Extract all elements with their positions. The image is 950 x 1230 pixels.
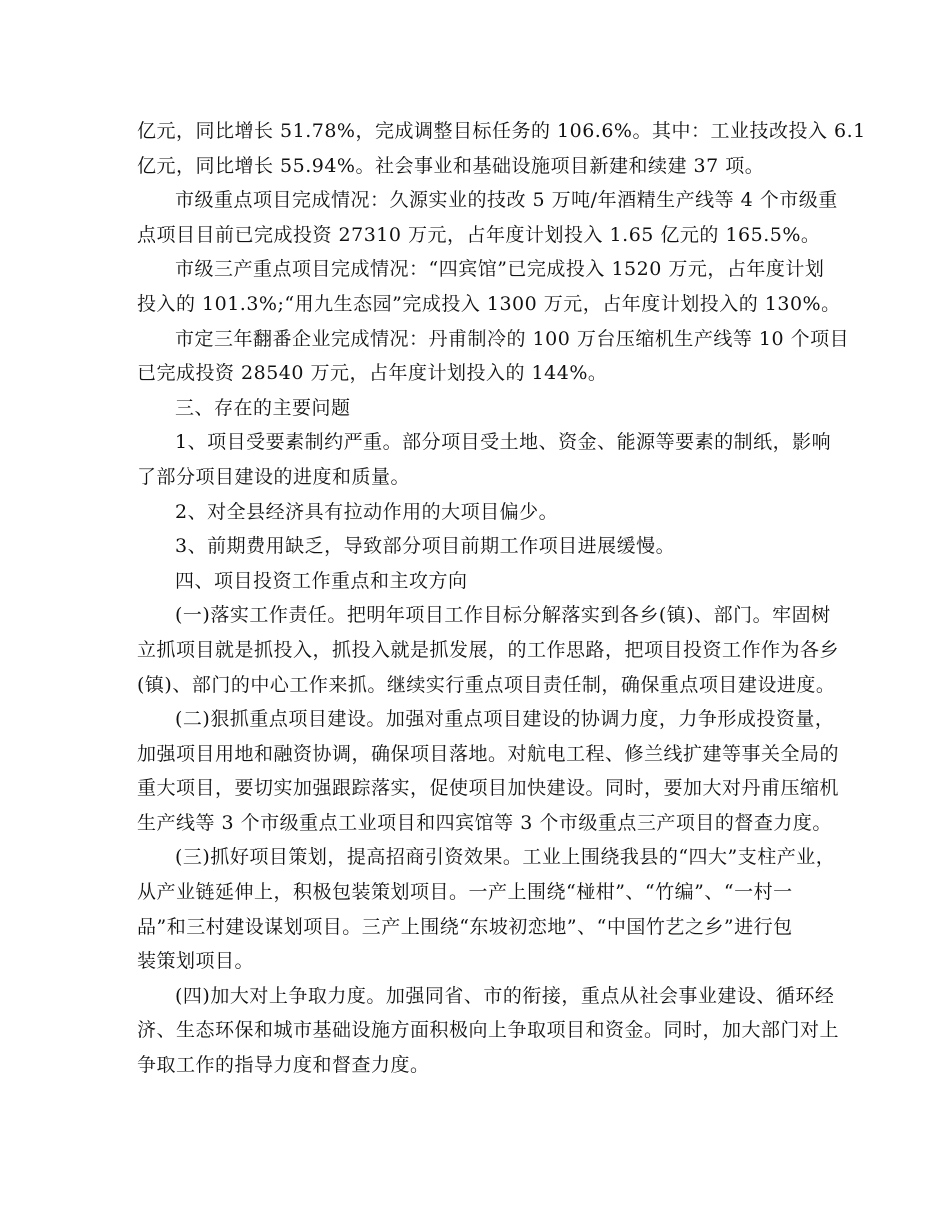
paragraph-tertiary-key-projects — [137, 252, 841, 321]
paragraph-section-heading-problems — [137, 391, 813, 426]
text-line: (镇)、部门的中心工作来抓。继续实行重点项目责任制，确保重点项目建设进度。 — [137, 673, 836, 696]
paragraph-focus-2 — [137, 702, 840, 840]
text-line: 济、生态环保和城市基础设施方面积极向上争取项目和资金。同时，加大部门对上 — [137, 1019, 840, 1042]
text-line: 从产业链延伸上，积极包装策划项目。一产上围绕“椪柑”、“竹编”、“一村一 — [137, 881, 793, 904]
text-line: 1、项目受要素制约严重。部分项目受土地、资金、能源等要素的制纸，影响 — [175, 431, 832, 454]
text-line: 2、对全县经济具有拉动作用的大项目偏少。 — [175, 500, 559, 523]
text-line: (三)抓好项目策划，提高招商引资效果。工业上围绕我县的“四大”支柱产业， — [175, 846, 836, 869]
text-line: 三、存在的主要问题 — [175, 396, 351, 419]
text-line: 了部分项目建设的进度和质量。 — [137, 465, 411, 488]
text-line: 立抓项目就是抓投入，抓投入就是抓发展，的工作思路，把项目投资工作作为各乡 — [137, 638, 840, 661]
paragraph-section-heading-focus — [137, 564, 813, 599]
text-line: 品”和三村建设谋划项目。三产上围绕“东坡初恋地”、“中国竹艺之乡”进行包 — [137, 915, 793, 938]
text-line: 市定三年翻番企业完成情况：丹甫制冷的 100 万台压缩机生产线等 10 个项目 — [175, 327, 850, 350]
paragraph-city-key-projects — [137, 183, 838, 252]
text-line: 市级三产重点项目完成情况：“四宾馆”已完成投入 1520 万元，占年度计划 — [175, 258, 825, 281]
text-line: 亿元，同比增长 55.94%。社会事业和基础设施项目新建和续建 37 项。 — [137, 154, 765, 177]
text-line: 加强项目用地和融资协调，确保项目落地。对航电工程、修兰线扩建等事关全局的 — [137, 742, 840, 765]
paragraph-focus-1 — [137, 598, 840, 702]
text-line: 3、前期费用缺乏，导致部分项目前期工作项目进展缓慢。 — [175, 535, 676, 558]
text-line: (四)加大对上争取力度。加强同省、市的衔接，重点从社会事业建设、循环经 — [175, 984, 835, 1007]
text-line: 生产线等 3 个市级重点工业项目和四宾馆等 3 个市级重点三产项目的督查力度。 — [137, 811, 832, 834]
text-line: (二)狠抓重点项目建设。加强对重点项目建设的协调力度，力争形成投资量， — [175, 708, 835, 731]
text-line: 争取工作的指导力度和督查力度。 — [137, 1054, 430, 1077]
text-line: 亿元，同比增长 51.78%，完成调整目标任务的 106.6%。其中：工业技改投入 6.1 — [137, 120, 866, 142]
paragraph-focus-3 — [137, 840, 836, 978]
text-line: 投入的 101.3%;“用九生态园”完成投入 1300 万元，占年度计划投入的 130%。 — [137, 292, 841, 315]
text-line: 已完成投资 28540 万元，占年度计划投入的 144%。 — [137, 362, 608, 385]
text-line: 市级重点项目完成情况：久源实业的技改 5 万吨/年酒精生产线等 4 个市级重 — [175, 189, 838, 212]
paragraph-investment-summary — [137, 114, 866, 183]
paragraph-problem-3 — [137, 529, 813, 564]
paragraph-focus-4 — [137, 979, 840, 1083]
text-line: 四、项目投资工作重点和主攻方向 — [175, 569, 468, 592]
text-line: 重大项目，要切实加强跟踪落实，促使项目加快建设。同时，要加大对丹甫压缩机 — [137, 777, 840, 800]
text-line: 装策划项目。 — [137, 950, 255, 973]
document-page — [137, 114, 866, 1083]
paragraph-problem-1 — [137, 425, 832, 494]
paragraph-problem-2 — [137, 495, 813, 530]
text-line: 点项目目前已完成投资 27310 万元，占年度计划投入 1.65 亿元的 165.5%。 — [137, 223, 821, 246]
text-line: (一)落实工作责任。把明年项目工作目标分解落实到各乡(镇)、部门。牢固树 — [175, 604, 831, 627]
paragraph-doubling-enterprises — [137, 322, 850, 391]
